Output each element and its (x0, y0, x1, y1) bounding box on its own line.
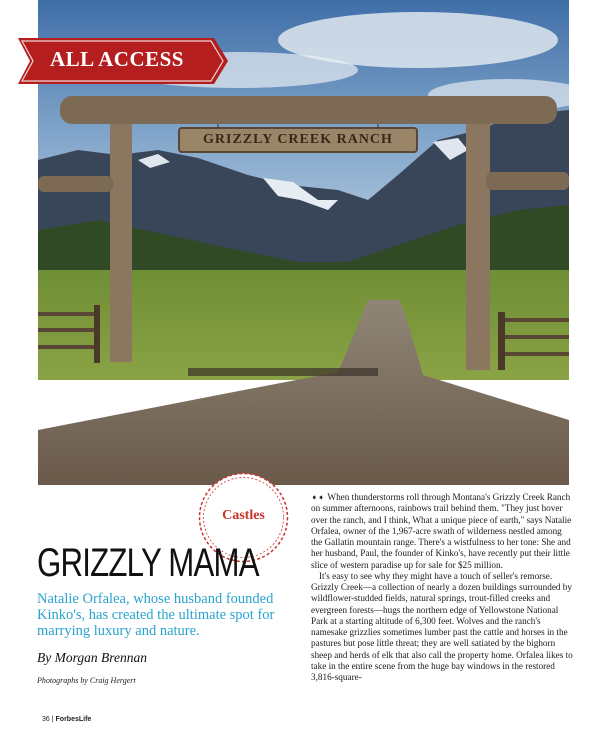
photo-credit: Photographs by Craig Hergert (37, 676, 136, 685)
article-body (311, 492, 573, 683)
left-side-beam (38, 176, 113, 192)
gate-sign-text: GRIZZLY CREEK RANCH (203, 132, 393, 147)
arrow-icon: ➧➧ (311, 493, 325, 502)
article-byline: By Morgan Brennan (37, 650, 147, 665)
page-footer (42, 716, 91, 723)
body-paragraph: It's easy to see why they might have a touch of seller's remorse. Grizzly Creek—a collection of nearly a dozen buildings surrounded by wildflower-studded fields, natural springs, trout-filled creeks and evergreen forests—hugs the northern edge of Yellowstone National Park at a starting altitude of 6,300 feet. Wolves and the ranch's namesake grizzlies sometimes lumber past the cattle and horses in the pastures but pose little threat; they are well satiated by the bighorn sheep and herds of elk that also call the property home. Orfalea likes to take in the entire scene from the huge bay windows in the restored 3,816-square- (311, 570, 573, 682)
paragraph-text: When thunderstorms roll through Montana's Grizzly Creek Ranch on summer afternoons, rainbows trail behind them. "They just hover over the ranch, and I think, What a unique piece of earth," says Natalie Orfalea, owner of the 1,967-acre swath of wilderness nestled among the Gallatin mountain range. There's a wistfulness to her tone: She and her husband, Paul, the founder of Kinko's, have recently put their little slice of western paradise up for sale for $25 million. (311, 492, 572, 570)
page-number: 36 (42, 716, 50, 723)
section-seal-label: Castles (222, 508, 265, 523)
road-shadow (188, 368, 378, 376)
gate-crossbeam (60, 96, 557, 124)
right-side-beam (486, 172, 569, 190)
right-gate-post (466, 112, 490, 370)
body-paragraph (311, 492, 573, 571)
article-dek: Natalie Orfalea, whose husband founded Kinko's, has created the ultimate spot for marrying luxury and nature. (37, 591, 275, 639)
publication-name: ForbesLife (55, 716, 92, 723)
footer-separator: | (51, 716, 54, 723)
left-gate-post (110, 118, 132, 362)
article-headline: GRIZZLY MAMA (37, 541, 259, 585)
banner-label: ALL ACCESS (50, 47, 184, 71)
